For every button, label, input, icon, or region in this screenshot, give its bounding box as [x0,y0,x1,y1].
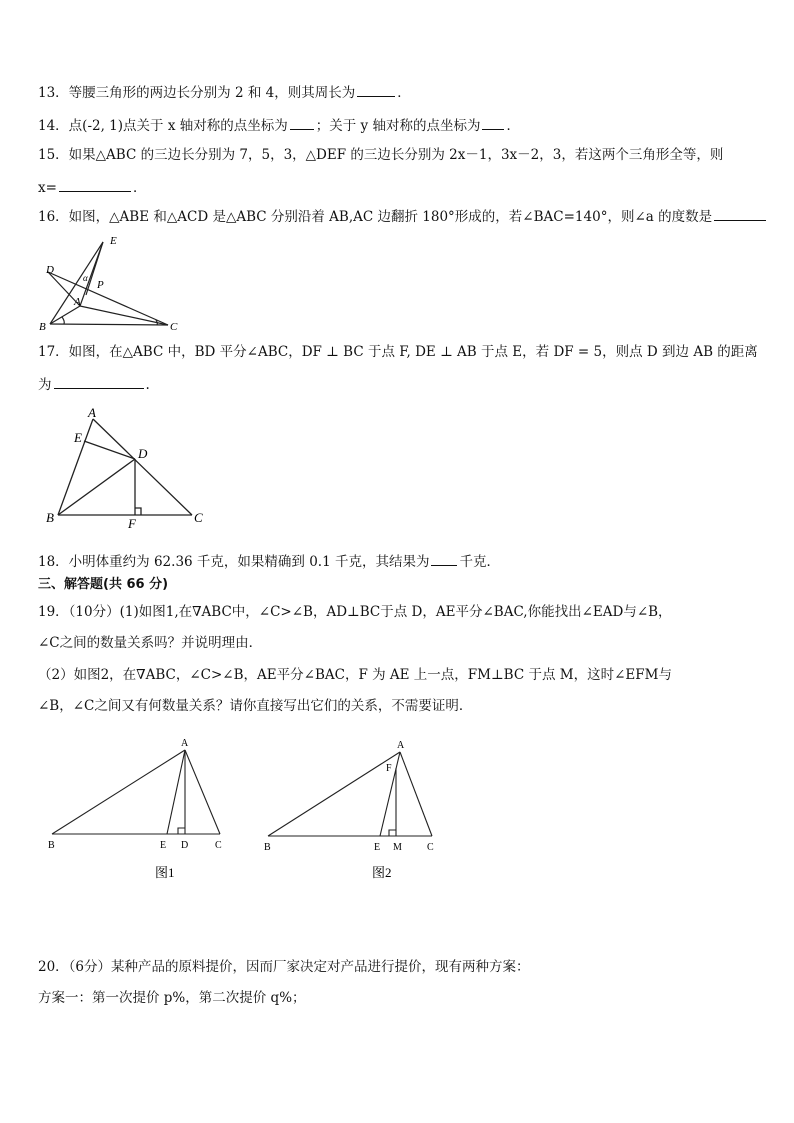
q13-blank [357,83,395,97]
q15-blank [59,178,131,192]
q13-line [38,83,411,102]
q16-label-P: P [97,279,104,291]
q16-text: 16．如图，△ABE 和△ACD 是△ABC 分别沿着 AB,AC 边翻折 180°形成的，若∠BAC=140°，则∠a 的度数是 [38,209,713,225]
q18-line [38,552,500,571]
q14-mid: ；关于 y 轴对称的点坐标为 [315,118,481,134]
q16-blank [714,207,766,221]
q19-line-3 [38,666,672,684]
q19-line-1 [38,603,672,621]
q20-text-1: 20．（6分）某种产品的原料提价，因而厂家决定对产品进行提价，现有两种方案： [38,959,530,975]
q14-blank-1 [290,116,314,130]
q16-label-B: B [39,321,46,333]
q20-text-2: 方案一：第一次提价 p%，第二次提价 q%； [38,990,306,1006]
q15-text: 15．如果△ABC 的三边长分别为 7，5，3，△DEF 的三边长分别为 2x－1，3x－2，3，若这两个三角形全等，则 [38,147,724,163]
section-three-heading: 三、解答题(共 66 分) [38,577,169,592]
q16-label-A: A [74,296,81,308]
q16-label-alpha: α [83,273,88,283]
q19-fig2-label-F: F [386,763,392,774]
q19-fig1-label-C: C [215,840,222,851]
q17-label-A: A [88,405,96,420]
q19-fig1-label-D: D [181,840,189,851]
q16-figure [38,232,188,334]
q19-text-4: ∠B，∠C之间又有何数量关系？请你直接写出它们的关系，不需要证明． [38,698,473,714]
q19-text-2: ∠C之间的数量关系吗？并说明理由． [38,635,263,651]
q17-line-2 [38,375,150,394]
q19-fig1-label-E: E [160,840,167,851]
q17-label-E: E [74,430,82,445]
q17-label-B: B [46,510,54,525]
q19-fig2-label-E: E [374,842,381,853]
q19-line-4 [38,697,472,715]
q19-fig2-label-B: B [264,842,271,853]
q15-line-2 [38,178,146,197]
q19-figure-2 [260,734,450,884]
q16-label-D: D [46,264,54,276]
q14-blank-2 [482,116,504,130]
q15-end: ． [132,180,147,196]
q16-line [38,207,768,226]
q16-label-E: E [110,235,117,247]
q19-text-3: （2）如图2，在∇ABC，∠C>∠B，AE平分∠BAC，F 为 AE 上一点，FM⊥BC 于点 M，这时∠EFM与 [38,667,672,683]
q15-x: x= [38,180,57,196]
q19-line-2 [38,634,262,652]
q19-fig2-label-M: M [393,842,402,853]
q14-line [38,116,520,135]
q19-text-1: 19．（10分）(1)如图1,在∇ABC中，∠C>∠B，AD⊥BC于点 D，AE平分∠BAC,你能找出∠EAD与∠B， [38,604,672,620]
q19-fig1-caption: 图1 [155,865,175,880]
q17-wei: 为 [38,377,52,393]
q19-figure-1 [44,734,234,884]
q16-label-C: C [170,321,178,333]
q17-blank [54,375,144,389]
q14-text: 14．点(-2, 1)点关于 x 轴对称的点坐标为 [38,118,288,134]
q19-fig1-label-B: B [48,840,55,851]
q18-end: 千克． [459,554,500,570]
q17-label-C: C [194,510,203,525]
q17-label-D: D [138,446,148,461]
q20-line-1 [38,958,530,976]
q14-end: ． [506,118,520,134]
q15-line-1 [38,146,723,164]
q19-fig2-label-A: A [397,740,405,751]
q13-end: ． [397,85,411,101]
q17-line-1 [38,343,758,361]
q18-text: 18．小明体重约为 62.36 千克，如果精确到 0.1 千克，其结果为 [38,554,430,570]
q19-fig2-caption: 图2 [372,865,392,880]
q17-end: . [145,377,150,393]
q19-fig1-label-A: A [181,738,189,749]
q19-fig2-label-C: C [427,842,434,853]
q20-line-2 [38,989,306,1007]
q17-figure [40,403,215,533]
q13-text: 13．等腰三角形的两边长分别为 2 和 4，则其周长为 [38,85,356,101]
q18-blank [431,552,457,566]
q17-label-F: F [128,516,136,531]
q17-text: 17．如图，在△ABC 中，BD 平分∠ABC，DF ⊥ BC 于点 F, DE ⊥ AB 于点 E，若 DF = 5，则点 D 到边 AB 的距离 [38,344,758,360]
